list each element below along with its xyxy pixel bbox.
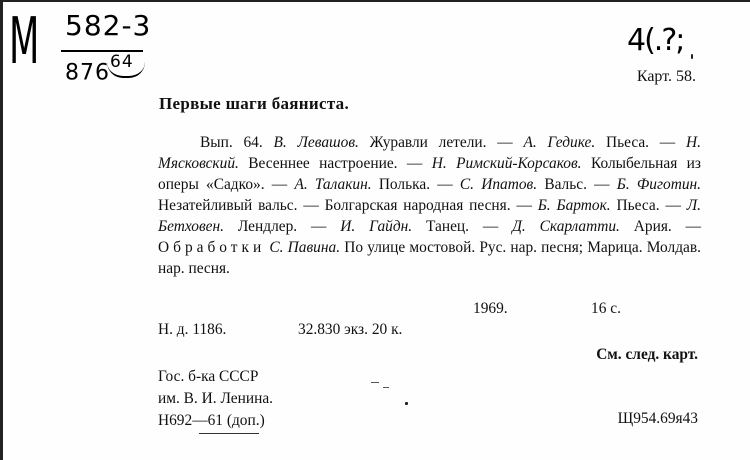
author: Н. Мясковский.: [158, 134, 701, 172]
card-number: Карт. 58.: [636, 68, 696, 85]
work: Пьеса. —: [605, 134, 676, 151]
author: Л. Бетховен.: [158, 197, 701, 235]
library-block: [158, 366, 273, 432]
contents-description: [158, 132, 701, 279]
page-count: 16 с.: [591, 300, 621, 317]
handwritten-letter: M: [9, 5, 40, 79]
work: Пьеса. —: [616, 197, 681, 214]
price-code: Н. д. 1186.: [158, 321, 227, 338]
publication-year: 1969.: [473, 300, 508, 317]
author: С. Ипатов.: [459, 176, 538, 193]
author: Б. Барток.: [537, 197, 611, 214]
work: По улице мостовой. Рус. нар. песня; Марица. Молдав. нар. песня.: [158, 239, 701, 277]
author: Б. Фиготин.: [616, 176, 701, 193]
work: Колыбельная из оперы «Садко». —: [158, 155, 701, 193]
author: Д. Скарлатти.: [512, 218, 620, 235]
library-name-cont: им. В. И. Ленина.: [158, 390, 273, 407]
work: Танец. —: [426, 218, 499, 235]
inventory-number-sup: 64: [110, 52, 134, 72]
author: И. Гайдн.: [340, 218, 413, 235]
author: С. Павина.: [269, 239, 341, 256]
work: Журавли летели. —: [369, 134, 513, 151]
ink-speck: [691, 54, 693, 59]
arrangement-label: Обработки: [158, 239, 266, 256]
library-order-code: Н692—61 (доп.): [158, 412, 265, 429]
work: Вальс. —: [544, 176, 610, 193]
handwritten-shelf-number: 582-3: [65, 9, 152, 42]
author: В. Левашов.: [273, 134, 359, 151]
library-name: Гос. б-ка СССР: [158, 368, 259, 385]
handwritten-underline: [199, 433, 259, 434]
work: Лендлер. —: [237, 218, 327, 235]
classification-code: Щ954.69я43: [617, 410, 698, 427]
handwritten-corner-mark: 4(.?;: [627, 23, 684, 58]
see-next-card: См. след. карт.: [596, 346, 698, 363]
inventory-number-main: 876: [65, 60, 110, 86]
work: Незатейливый вальс. — Болгарская народная песня. —: [158, 197, 532, 214]
work: Полька. —: [378, 176, 453, 193]
print-run: 32.830 экз. 20 к.: [298, 321, 403, 338]
smudge: [371, 382, 379, 383]
author: А. Талакин.: [294, 176, 372, 193]
author: А. Гедике.: [523, 134, 596, 151]
issue-number: Вып. 64.: [200, 134, 263, 151]
work: Весеннее настроение. —: [248, 155, 423, 172]
author: Н. Римский-Корсаков.: [431, 155, 582, 172]
ink-speck: [405, 402, 408, 405]
book-title: Первые шаги баяниста.: [159, 94, 350, 113]
smudge: [383, 387, 389, 388]
work: Ария. —: [633, 218, 702, 235]
